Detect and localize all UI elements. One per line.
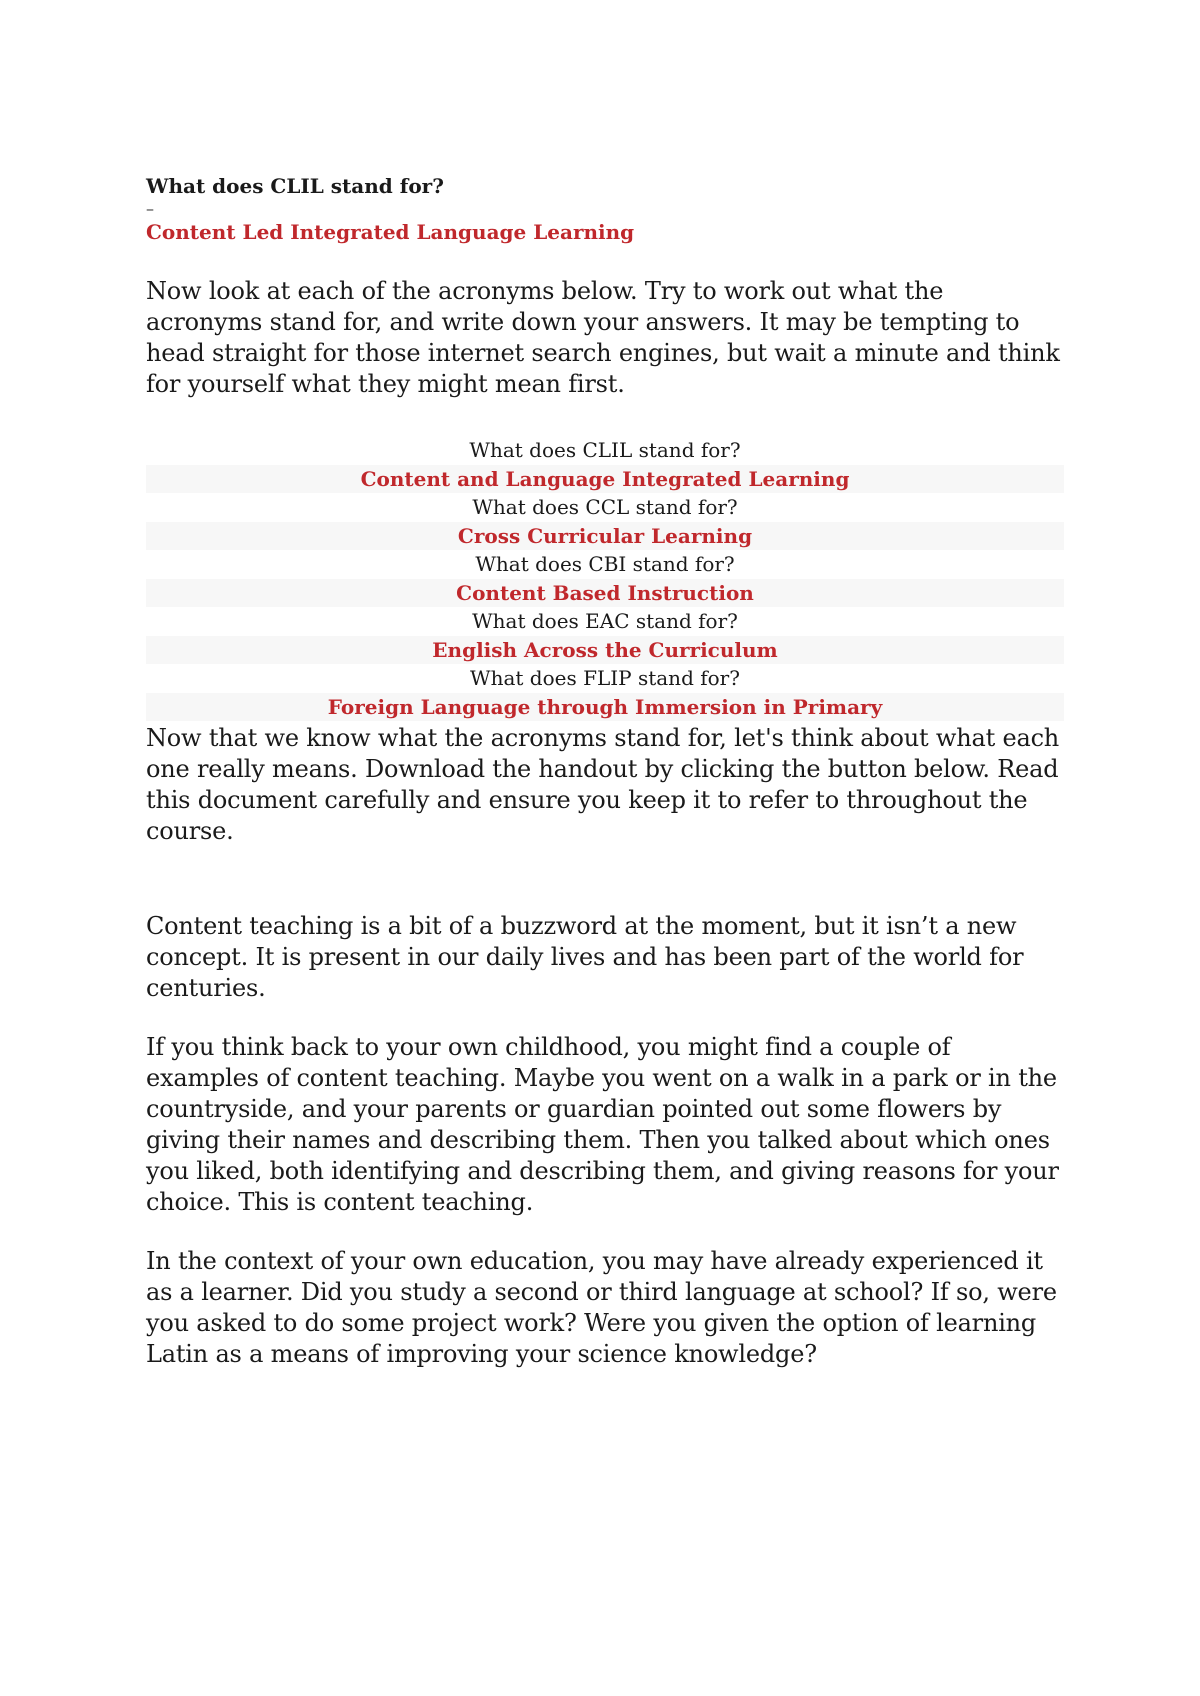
heading-question: What does CLIL stand for? <box>146 174 444 198</box>
paragraph-childhood: If you think back to your own childhood, you might find a couple of examples of content teaching. Maybe you went on a walk in a park or in the countryside, and your parents or guardian pointed out some flowers by giving their names and describing them. Then you talked about which ones you liked, both identifying and describing them, and giving reasons for your choice. This is content teaching. <box>146 1033 1059 1216</box>
acronym-question: What does CCL stand for? <box>146 493 1064 522</box>
acronym-answer: Content Based Instruction <box>146 579 1064 608</box>
acronym-question: What does CBI stand for? <box>146 550 1064 579</box>
acronym-table <box>146 436 1064 721</box>
heading-answer: Content Led Integrated Language Learning <box>146 220 635 244</box>
acronym-question: What does FLIP stand for? <box>146 664 1064 693</box>
acronym-answer: English Across the Curriculum <box>146 636 1064 665</box>
paragraph-handout: Now that we know what the acronyms stand for, let's think about what each one really means. Download the handout by clicking the button below. Read this document carefully and ensure you keep it to refer to throughout the course. <box>146 724 1060 845</box>
heading-dash: – <box>146 199 154 218</box>
acronym-question: What does EAC stand for? <box>146 607 1064 636</box>
acronym-answer: Cross Curricular Learning <box>146 522 1064 551</box>
intro-paragraph: Now look at each of the acronyms below. Try to work out what the acronyms stand for, and write down your answers. It may be tempting to head straight for those internet search engines, but wait a minute and think for yourself what they might mean first. <box>146 277 1060 398</box>
acronym-answer: Content and Language Integrated Learning <box>146 465 1064 494</box>
paragraph-education: In the context of your own education, you may have already experienced it as a learner. Did you study a second or third language at school? If so, were you asked to do some project work? Were you given the option of learning Latin as a means of improving your science knowledge? <box>146 1247 1057 1368</box>
paragraph-content-teaching: Content teaching is a bit of a buzzword at the moment, but it isn’t a new concept. It is present in our daily lives and has been part of the world for centuries. <box>146 912 1024 1002</box>
acronym-question: What does CLIL stand for? <box>146 436 1064 465</box>
document-page <box>146 172 1064 1370</box>
acronym-answer: Foreign Language through Immersion in Primary <box>146 693 1064 722</box>
